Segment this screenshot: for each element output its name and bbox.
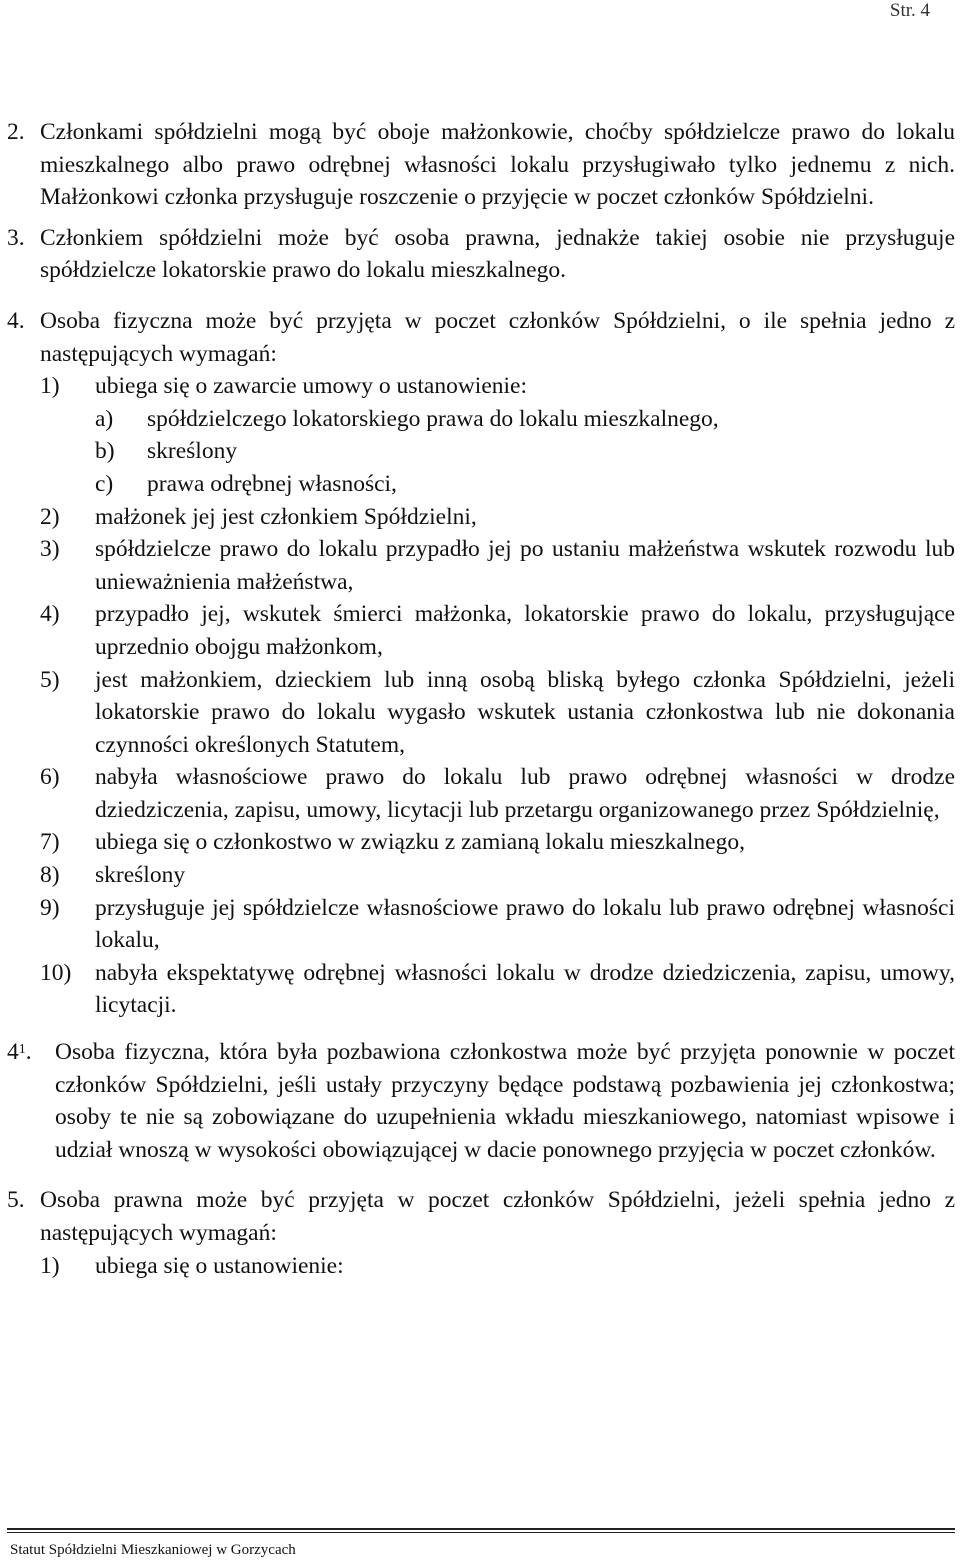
list-item: [40, 1250, 955, 1283]
list-item: [40, 859, 955, 892]
list-item: [40, 370, 955, 403]
sub-item: [95, 403, 955, 436]
paragraph-2: [7, 116, 955, 214]
page-number: Str. 4: [889, 0, 930, 21]
paragraph-4-1: [7, 1036, 955, 1166]
paragraph-number: 4.: [7, 307, 25, 334]
sub-item-text: skreślony: [147, 438, 238, 465]
footer-divider: [7, 1528, 955, 1530]
list-item-number: 7): [40, 829, 60, 856]
paragraph-text: Osoba fizyczna może być przyjęta w poczet członków Spółdzielni, o ile spełnia jedno z następujących wymagań:: [40, 307, 955, 367]
paragraph-number-main: 4: [7, 1039, 19, 1066]
list-item-number: 1): [40, 1252, 60, 1279]
paragraph-text: Członkiem spółdzielni może być osoba prawna, jednakże takiej osobie nie przysługuje spółdzielcze lokatorskie prawo do lokalu mieszkalnego.: [40, 224, 955, 284]
paragraph-3: [7, 222, 955, 287]
sub-item: [95, 468, 955, 501]
list-item: [40, 533, 955, 598]
paragraph-number-superscript: 1: [18, 1042, 26, 1058]
sub-item-letter: b): [95, 438, 115, 465]
list-item-number: 2): [40, 503, 60, 530]
list-item-text: przypadło jej, wskutek śmierci małżonka, lokatorskie prawo do lokalu, przysługujące uprzednio obojgu małżonkom,: [95, 601, 955, 660]
list-item-text: nabyła własnościowe prawo do lokalu lub prawo odrębnej własności w drodze dziedziczenia, zapisu, umowy, licytacji lub przetargu organizowanego przez Spółdzielnię,: [95, 764, 955, 823]
sub-item-text: prawa odrębnej własności,: [147, 470, 397, 497]
list-item-text: małżonek jej jest członkiem Spółdzielni,: [95, 503, 477, 530]
paragraph-4: [7, 305, 955, 370]
list-item-number: 6): [40, 764, 60, 791]
list-item-number: 5): [40, 666, 60, 693]
list-item-number: 1): [40, 373, 60, 400]
paragraph-5: [7, 1184, 955, 1249]
list-item-text: spółdzielcze prawo do lokalu przypadło jej po ustaniu małżeństwa wskutek rozwodu lub unieważnienia małżeństwa,: [95, 536, 955, 595]
list-item-text: ubiega się o ustanowienie:: [95, 1252, 344, 1279]
document-body: [7, 116, 955, 1282]
list-item-text: jest małżonkiem, dzieckiem lub inną osobą bliską byłego członka Spółdzielni, jeżeli lokatorskie prawo do lokalu wygasło wskutek ustania członkostwa lub nie dokonania czynności określonych Statutem,: [95, 666, 955, 758]
paragraph-number: 3.: [7, 224, 25, 251]
list-item-number: 4): [40, 601, 60, 628]
list-item-text: ubiega się o członkostwo w związku z zamianą lokalu mieszkalnego,: [95, 829, 745, 856]
sub-item: [95, 435, 955, 468]
list-item: [40, 501, 955, 534]
paragraph-number: 5.: [7, 1187, 25, 1214]
paragraph-text: Członkami spółdzielni mogą być oboje małżonkowie, choćby spółdzielcze prawo do lokalu mieszkalnego albo prawo odrębnej własności lokalu przysługiwało tylko jednemu z nich. Małżonkowi członka przysługuje roszczenie o przyjęcie w poczet członków Spółdzielni.: [40, 119, 955, 211]
paragraph-number: 2.: [7, 119, 25, 145]
list-item: [40, 664, 955, 762]
list-item-text: ubiega się o zawarcie umowy o ustanowienie:: [95, 373, 527, 400]
list-item-number: 8): [40, 862, 60, 889]
footer-divider: [7, 1532, 955, 1533]
list-item-number: 3): [40, 536, 60, 563]
sub-item-text: spółdzielczego lokatorskiego prawa do lokalu mieszkalnego,: [147, 405, 719, 432]
list-item-text: nabyła ekspektatywę odrębnej własności lokalu w drodze dziedziczenia, zapisu, umowy, licytacji.: [95, 959, 955, 1019]
list-item-text: przysługuje jej spółdzielcze własnościowe prawo do lokalu lub prawo odrębnej własności lokalu,: [95, 894, 955, 954]
footer-title: Statut Spółdzielni Mieszkaniowej w Gorzycach: [10, 1542, 296, 1558]
paragraph-text: Osoba fizyczna, która była pozbawiona członkostwa może być przyjęta ponownie w poczet członków Spółdzielni, jeśli ustały przyczyny będące podstawą pozbawienia jej członkostwa; osoby te nie są zobowiązane do uzupełnienia wkładu mieszkaniowego, natomiast wpisowe i udział wnoszą w wysokości obowiązującej w dacie ponownego przyjęcia w poczet członków.: [55, 1039, 955, 1163]
list-item-number: 9): [40, 894, 60, 921]
list-item-text: skreślony: [95, 862, 186, 889]
paragraph-text: Osoba prawna może być przyjęta w poczet członków Spółdzielni, jeżeli spełnia jedno z następujących wymagań:: [40, 1187, 955, 1246]
sub-item-letter: c): [95, 470, 114, 497]
list-item: [40, 957, 955, 1022]
list-item: [40, 826, 955, 859]
list-item-number: 10): [40, 959, 72, 986]
list-item: [40, 598, 955, 663]
list-item: [40, 892, 955, 957]
list-item: [40, 761, 955, 826]
paragraph-number-dot: .: [25, 1039, 32, 1066]
sub-item-letter: a): [95, 405, 114, 432]
